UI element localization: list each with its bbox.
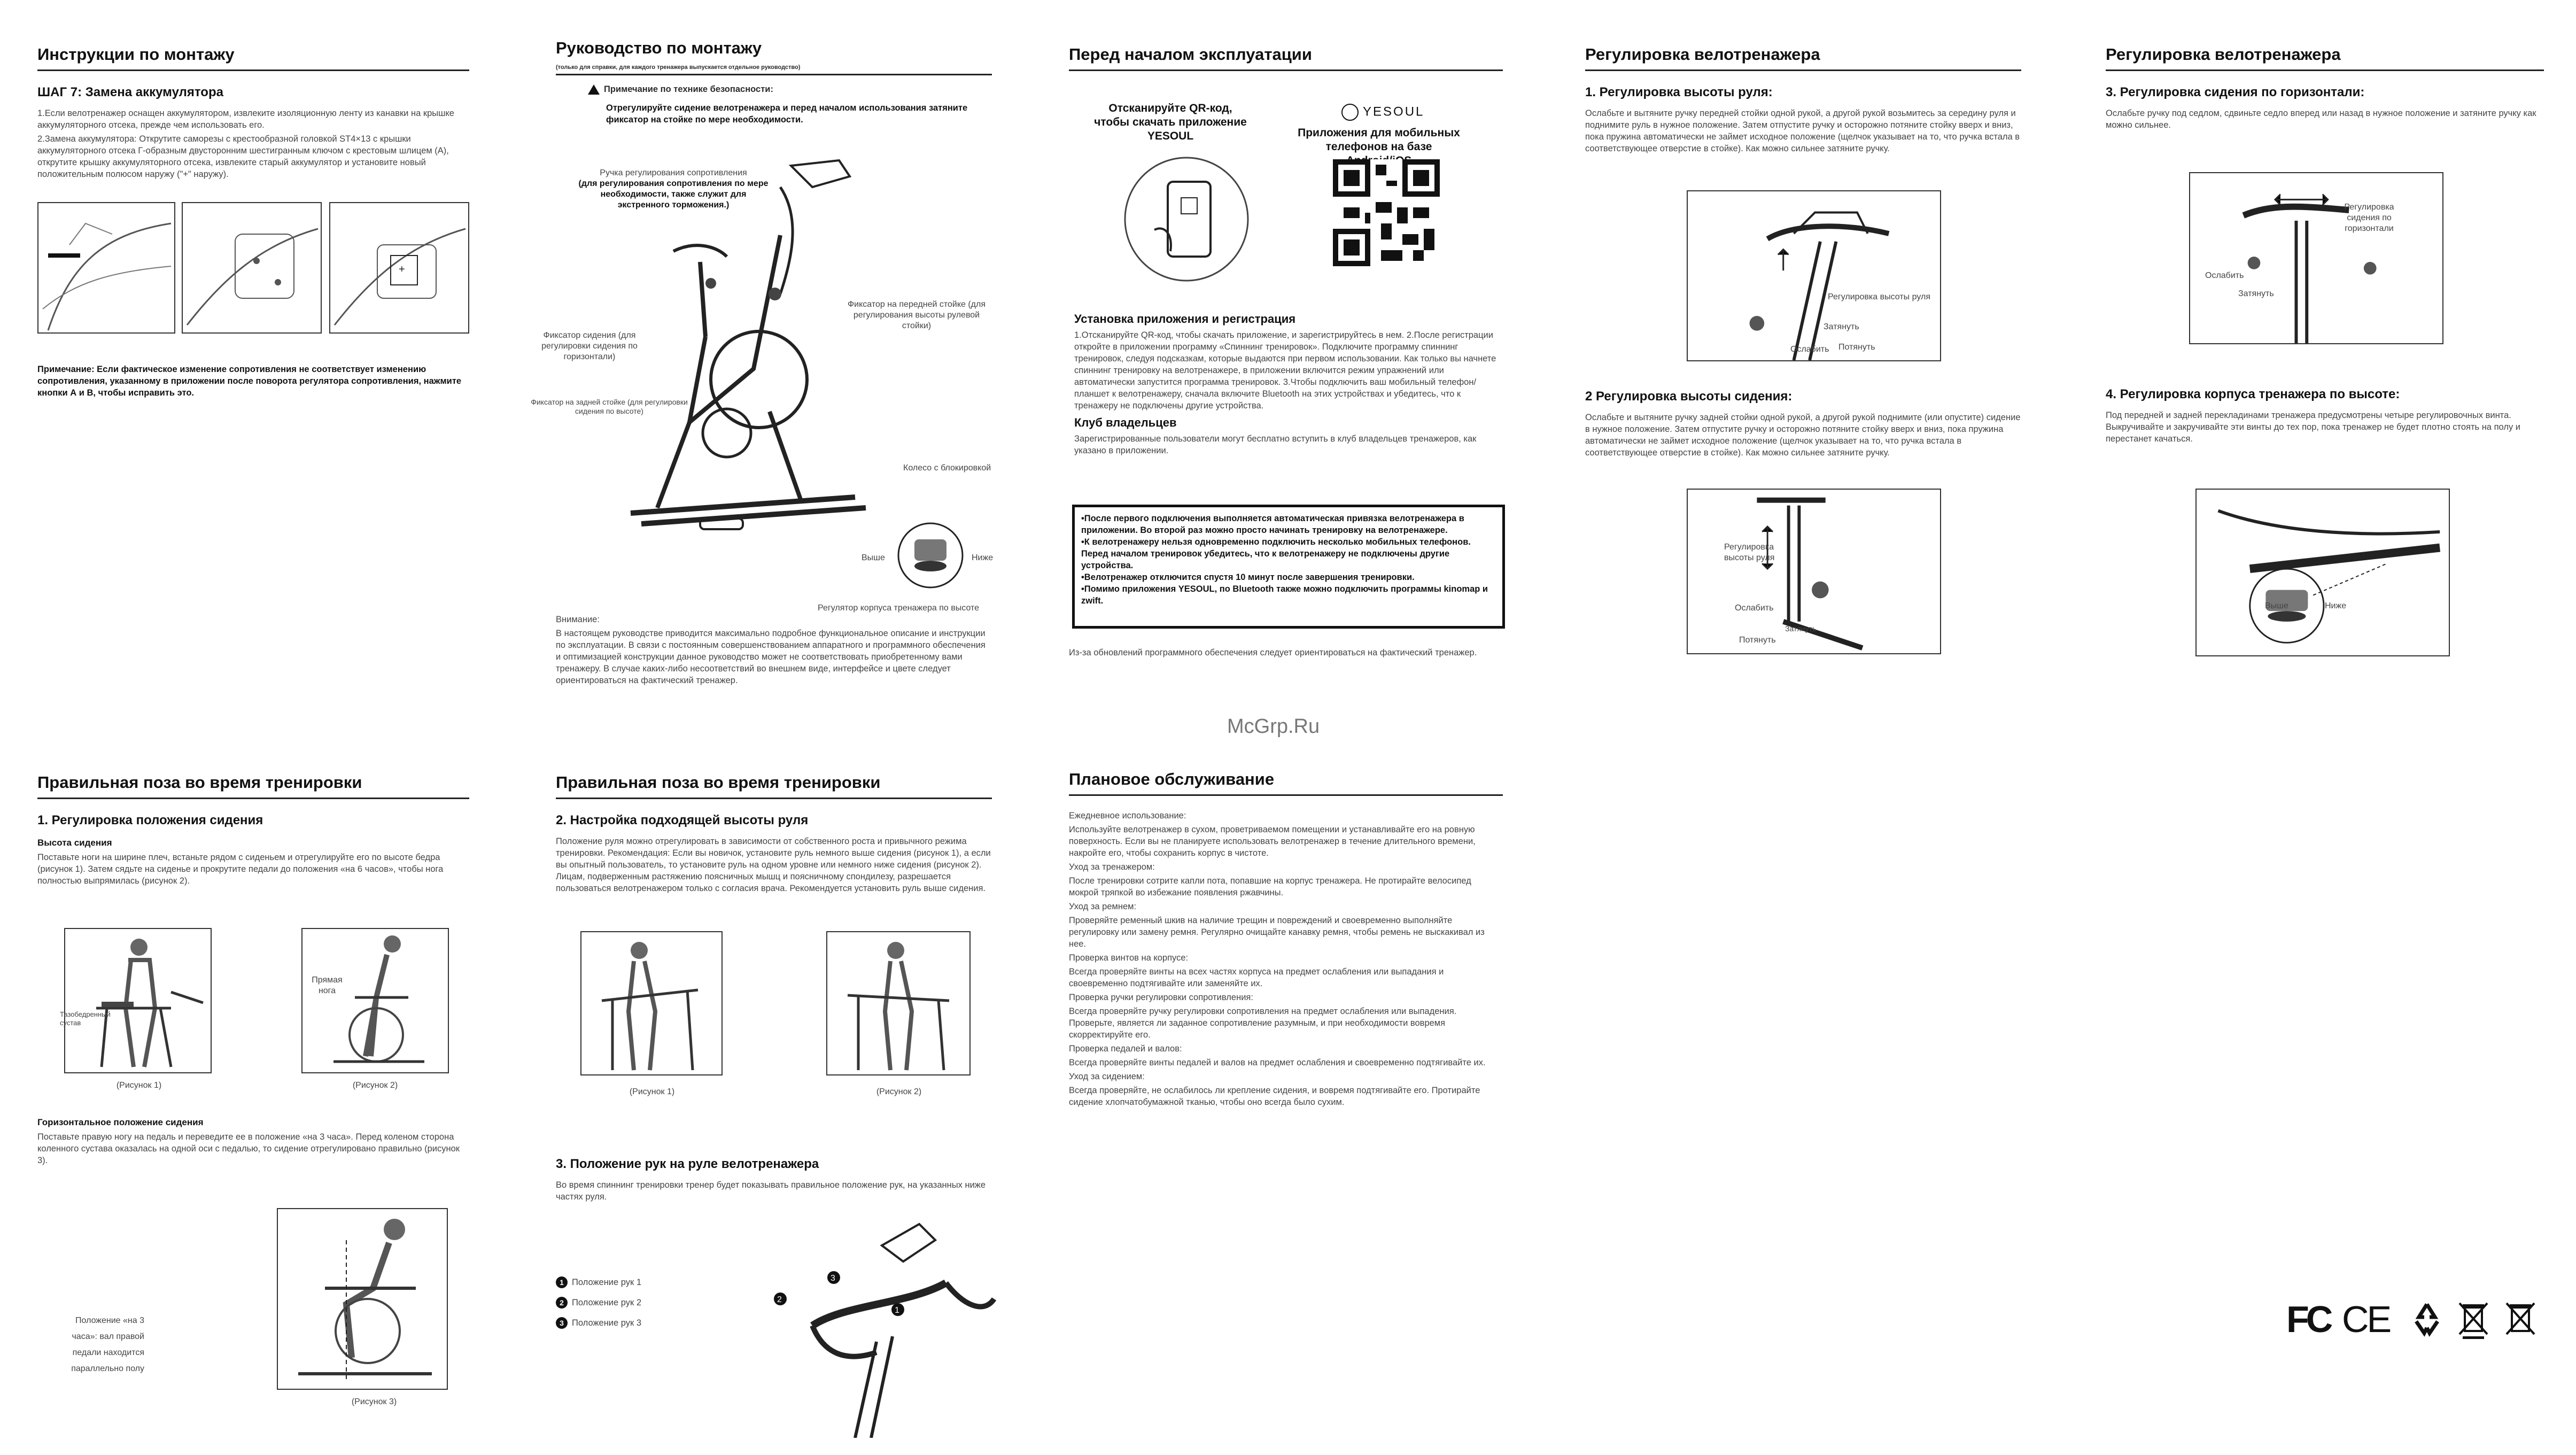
bike-overview-diagram [599,155,898,567]
seat-height-title: 2 Регулировка высоты сидения: [1585,389,1793,404]
column-bike-adjustment-2 [2106,45,2544,133]
box-item-3: •Велотренажер отключится спустя 10 минут после завершения тренировки. [1081,572,1415,582]
club-title: Клуб владельцев [1074,416,1177,429]
section-title: Инструкции по монтажу [37,45,469,71]
install-text: 1.Отсканируйте QR-код, чтобы скачать приложение, и зарегистрируйтесь в нем. 2.После регистрации откройте в приложении программу «Спиннинг тренировок». Подключите программу спиннинг тренировок, следуя подсказкам, которые выдаются при первом использовании. Как только вы начнете спиннинг тренировку на велотренажере, в приложении включится режим упражнений или автоматически запустится программа тренировок. 3.Чтобы подключить ваш мобильный телефон/планшет к велотренажеру, сначала включите Bluetooth на этих устройствах и убедитесь, что к тренажеру не подключены другие устройства. [1074,330,1496,411]
higher-label: Выше [862,553,885,562]
seat-position-title: 1. Регулировка положения сидения [37,813,263,827]
body-height-figure [2195,489,2450,656]
column-assembly-instructions [37,45,469,182]
seat-height-text: Поставьте ноги на ширине плеч, встаньте рядом с сиденьем и отрегулируйте его по высоте бедра (рисунок 1). Затем сядьте на сиденье и прокрутите педали до положения «на 6 часов», чтобы нога полностью выпрямилась (рисунок 2). [37,853,444,886]
maint-line: После тренировки сотрите капли пота, попавшие на корпус тренажера. Не протирайте велосипед мокрой тряпкой во избежание появления ржавчины. [1069,876,1471,897]
qr-code-icon [1333,159,1440,266]
hand-position-block [556,1144,992,1205]
column-training-pose-2 [556,773,992,896]
front-fix-label: Фиксатор на передней стойке (для регулирования высоты рулевой стойки) [847,300,986,330]
higher-label-2: Выше [2265,601,2288,610]
section-subtitle: (только для справки, для каждого тренажера выпускается отдельное руководство) [556,64,992,75]
battery-figure-1 [37,202,175,334]
attention-title: Внимание: [556,615,600,624]
tighten-label-2: Затянуть [1785,624,1817,633]
scan-qr-text: Отсканируйте QR-код, чтобы скачать приложение YESOUL [1094,102,1247,142]
handlebar-height-text: Положение руля можно отрегулировать в зависимости от собственного роста и привычного режима тренировки. Рекомендация: Если вы новичок, установите руль немного выше сидения (рисунок 1), а если вы опытный пользователь, то установите руль на одном уровне или немного ниже сидения (рисунок 2). Лицам, подверженным растяжению поясничных мышц и поясничному спондилезу, разрешается пользоваться велотренажером только с согласия врача. Рекомендуется установить руль выше сидения. [556,837,991,893]
height-regulator-detail [885,521,976,590]
maint-line: Проверка ручки регулировки сопротивления: [1069,993,1253,1002]
maint-line: Проверка винтов на корпусе: [1069,953,1189,963]
hand-position-list [556,1276,695,1331]
battery-figure-3 [329,202,469,334]
box-item-4: •Помимо приложения YESOUL, по Bluetooth также можно подключить программы kinomap и zwift. [1081,584,1488,606]
bar-figure-1-caption: (Рисунок 1) [629,1087,675,1096]
svg-text:3: 3 [831,1274,835,1283]
safety-title: Примечание по технике безопасности: [604,84,773,94]
body-regulator-label: Регулятор корпуса тренажера по высоте [818,603,980,613]
attention-block [556,614,989,688]
seat-fix-label: Фиксатор сидения (для регулировки сидения по горизонтали) [541,331,638,361]
seat-horizontal-title: 3. Регулировка сидения по горизонтали: [2106,85,2365,99]
section-title: Руководство по монтажу [556,38,762,57]
fc-mark-icon: FC [2286,1298,2330,1340]
svg-text:+: + [399,264,405,275]
hand-item-2: 2 Положение рук 2 [556,1297,695,1309]
maint-line: Всегда проверяйте ручку регулировки сопротивления на предмет ослабления или выпадения. Проверьте, является ли заданное сопротивление разумным, и при необходимости вовремя скорректируйте его. [1069,1007,1457,1040]
lock-wheel-label: Колесо с блокировкой [903,463,991,473]
weee-bin-icon-2 [2504,1299,2536,1340]
maint-line: Проверка педалей и валов: [1069,1044,1182,1054]
figure-1-caption: (Рисунок 1) [116,1081,162,1090]
step-title: ШАГ 7: Замена аккумулятора [37,85,223,99]
section-title: Регулировка велотренажера [1585,45,2021,71]
pose-figure-1 [64,928,212,1073]
bar-height-figure [1687,190,1941,361]
apps-text: Приложения для мобильных телефонов на базе [1298,127,1460,153]
figure-2-caption: (Рисунок 2) [352,1081,398,1090]
bar-height-label: Регулировка высоты руля [1828,292,1930,301]
update-note [1069,647,1496,661]
handlebar-diagram [759,1213,999,1438]
seat-height-text: Ослабьте и вытяните ручку задней стойки одной рукой, а другой рукой поднимите (или опустите) сидение в нужное положение. Затем отпустите ручку и осторожно потяните стойку вверх и вниз, пока пружина автоматически не займет исходное положение (щелчок указывает на то, что ручка встала в соответствующее отверстие в стойке). Как можно сильнее затяните ручку. [1585,413,2021,458]
pose-figure-3 [277,1208,448,1390]
body-height-text: Под передней и задней перекладинами тренажера предусмотрены четыре регулировочных винта. Выкручивайте и закручивайте эти винты до тех пор, пока тренажер не будет плотно стоять на полу и перестанет качаться. [2106,411,2520,444]
loosen-label-3: Ослабить [2205,271,2244,280]
step-text-2: 2.Замена аккумулятора: Открутите саморезы с крестообразной головкой ST4×13 с крышки аккумуляторного отсека Г-образным двусторонним шестигранным ключом с крестовым шлицем (A), открутите крышку аккумуляторного отсека, извлеките старый аккумулятор и установите новый положительным полюсом наружу ("+" наружу). [37,134,449,179]
warning-icon [588,84,600,95]
watermark: McGrp.Ru [1227,715,1320,738]
seat-horizontal-text: Ослабьте ручку под седлом, сдвиньте седло вперед или назад в нужное положение и затяните ручку как можно сильнее. [2106,109,2536,130]
column-maintenance [1069,770,1503,1110]
lower-label-2: Ниже [2325,601,2347,610]
handlebar-height-title: 2. Настройка подходящей высоты руля [556,813,809,827]
column-training-pose [37,773,469,889]
maint-line: Уход за тренажером: [1069,862,1155,872]
pose-figure-2 [301,928,449,1073]
rear-fix-label: Фиксатор на задней стойке (для регулировки сидения по высоте) [531,398,688,415]
seat-horizontal-subtitle: Горизонтальное положение сидения [37,1117,204,1127]
seat-horizontal-figure [2189,172,2443,344]
hand-item-3: 3 Положение рук 3 [556,1317,695,1329]
tighten-label-3: Затянуть [2238,289,2274,298]
resistance-handle-label [577,168,770,211]
weee-bin-icon [2457,1299,2489,1340]
tighten-label: Затянуть [1824,322,1859,331]
figure-3-caption: (Рисунок 3) [351,1397,397,1406]
install-block [1074,303,1502,459]
column-assembly-guide [556,38,992,75]
maint-line: Ежедневное использование: [1069,811,1186,821]
battery-figure-2 [182,202,322,334]
safety-note [588,84,973,126]
seat-horizontal-text: Поставьте правую ногу на педаль и переведите ее в положение «на 3 часа». Перед коленом сторона коленного сустава оказалась на одной оси с педалью, то сидение отрегулировано правильно (рисунок 3). [37,1132,460,1165]
pull-label-2: Потянуть [1739,636,1776,645]
column-before-use [1069,45,1503,85]
maint-line: Всегда проверяйте винты педалей и валов на предмет ослабления и своевременно подтягивайте их. [1069,1058,1486,1067]
yesoul-logo-icon [1341,104,1359,121]
step-text-1: 1.Если велотренажер оснащен аккумулятором, извлеките изоляционную ленту из канавки на крышке аккумуляторного отсека, прежде чем использовать его. [37,109,454,130]
safety-text: Отрегулируйте сидение велотренажера и перед началом использования затяните фиксатор на стойке по мере необходимости. [606,103,968,125]
seat-horizontal-label: Регулировка сидения по горизонтали [2344,203,2394,233]
bar-height-text: Ослабьте и вытяните ручку передней стойки одной рукой, а другой рукой возьмитесь за середину руля и поднимите руль в нужное положение. Затем отпустите ручку и осторожно потяните стойку вверх и вниз, пока пружина автоматически не займет исходное положение (щелчок указывает на то, что ручка встала в соответствующее отверстие в стойке). Как можно сильнее затяните ручку. [1585,109,2020,153]
section-title: Регулировка велотренажера [2106,45,2544,71]
straight-leg-label: Прямая нога [312,976,343,995]
brand-logo [1341,104,1438,121]
bar-height-title: 1. Регулировка высоты руля: [1585,85,1773,99]
seat-horizontal-block [37,1108,469,1168]
maint-line: Используйте велотренажер в сухом, проветриваемом помещении и устанавливайте его на ровную поверхность. Если вы не планируете использовать велотренажер в течение длительного времени, накройте его, чтобы сохранить корпус в чистоте. [1069,825,1476,858]
club-text: Зарегистрированные пользователи могут бесплатно вступить в клуб владельцев тренажеров, как указано в приложении. [1074,434,1477,455]
note-text: Примечание: Если фактическое изменение сопротивления не соответствует изменению сопротивления, указанному в приложении после поворота регулятора сопротивления, нажмите кнопки А и В, чтобы исправить это. [37,365,462,398]
recycle-icon [2408,1300,2446,1337]
maint-line: Уход за сидением: [1069,1072,1145,1081]
seat-height-subtitle: Высота сидения [37,838,112,848]
seat-height-block [1585,376,2021,461]
lower-label: Ниже [972,553,994,562]
handle-label: Ручка регулирования сопротивления [600,168,747,177]
hand-position-title: 3. Положение рук на руле велотренажера [556,1157,819,1171]
ce-mark-icon: CE [2342,1298,2390,1340]
loosen-label: Ослабить [1790,345,1829,354]
handlebar-figure-2 [826,931,971,1075]
battery-note [37,363,476,399]
svg-text:1: 1 [895,1306,899,1315]
body-height-block [2106,374,2544,447]
hand-item-1: 1 Положение рук 1 [556,1276,695,1288]
handlebar-figure-1 [580,931,723,1075]
seat-height-label: Регулировка высоты руля [1724,543,1775,562]
body-height-title: 4. Регулировка корпуса тренажера по высоте: [2106,387,2400,401]
section-title: Правильная поза во время тренировки [556,773,992,799]
update-text: Из-за обновлений программного обеспечения следует ориентироваться на фактический тренажер. [1069,648,1477,657]
section-title: Плановое обслуживание [1069,770,1503,796]
pull-label: Потянуть [1838,343,1875,352]
brand-name: YESOUL [1363,104,1425,119]
svg-text:2: 2 [777,1295,782,1304]
maint-line: Проверяйте ременный шкив на наличие трещин и повреждений и своевременно выполняйте регулировку или замену ремня. Регулярно очищайте канавку ремня, чтобы ремень не выскакивал из нее. [1069,916,1485,949]
hip-joint-label: Тазобедренный сустав [60,1010,111,1027]
phone-scan-icon [1122,155,1251,283]
attention-text: В настоящем руководстве приводится максимально подробное функциональное описание и инструкции по эксплуатации. В связи с постоянным совершенствованием аппаратного и программного обеспечения и оптимизацией конструкции данное руководство может не соответствовать приобретенному вами тренажеру. В случае каких-либо несоответствий во внешнем виде, интерфейсе и цвете следует ориентироваться на фактический тренажер. [556,629,986,685]
box-item-2: •К велотренажеру нельзя одновременно подключить несколько мобильных телефонов. Перед началом тренировок убедитесь, что к велотренажеру не подключены другие устройства. [1081,537,1471,570]
hand-position-text: Во время спиннинг тренировки тренер будет показывать правильное положение рук, на указанных ниже частях руля. [556,1180,986,1202]
maint-line: Всегда проверяйте винты на всех частях корпуса на предмет ослабления или выпадания и своевременно подтягивайте или заменяйте их. [1069,967,1444,988]
loosen-label-2: Ослабить [1735,603,1774,613]
bar-figure-2-caption: (Рисунок 2) [876,1087,922,1096]
column-bike-adjustment [1585,45,2021,157]
maint-line: Всегда проверяйте, не ослабилось ли крепление сидения, и вовремя подтягивайте его. Протирайте сидение хлопчатобумажной тканью, чтобы оно всегда было сухим. [1069,1086,1480,1107]
handle-bold: (для регулирования сопротивления по мере необходимости, также служит для экстренного торможения.) [578,179,769,210]
maint-line: Уход за ремнем: [1069,902,1137,911]
three-oclock-label: Положение «на 3 часа»: вал правой педали находится параллельно полу [71,1316,144,1373]
connection-notes-box [1072,505,1505,629]
box-item-1: •После первого подключения выполняется автоматическая привязка велотренажера в приложении. Во второй раз можно просто начинать тренировку на велотренажере. [1081,514,1464,535]
install-title: Установка приложения и регистрация [1074,312,1296,326]
section-title: Перед началом эксплуатации [1069,45,1503,71]
section-title: Правильная поза во время тренировки [37,773,469,799]
